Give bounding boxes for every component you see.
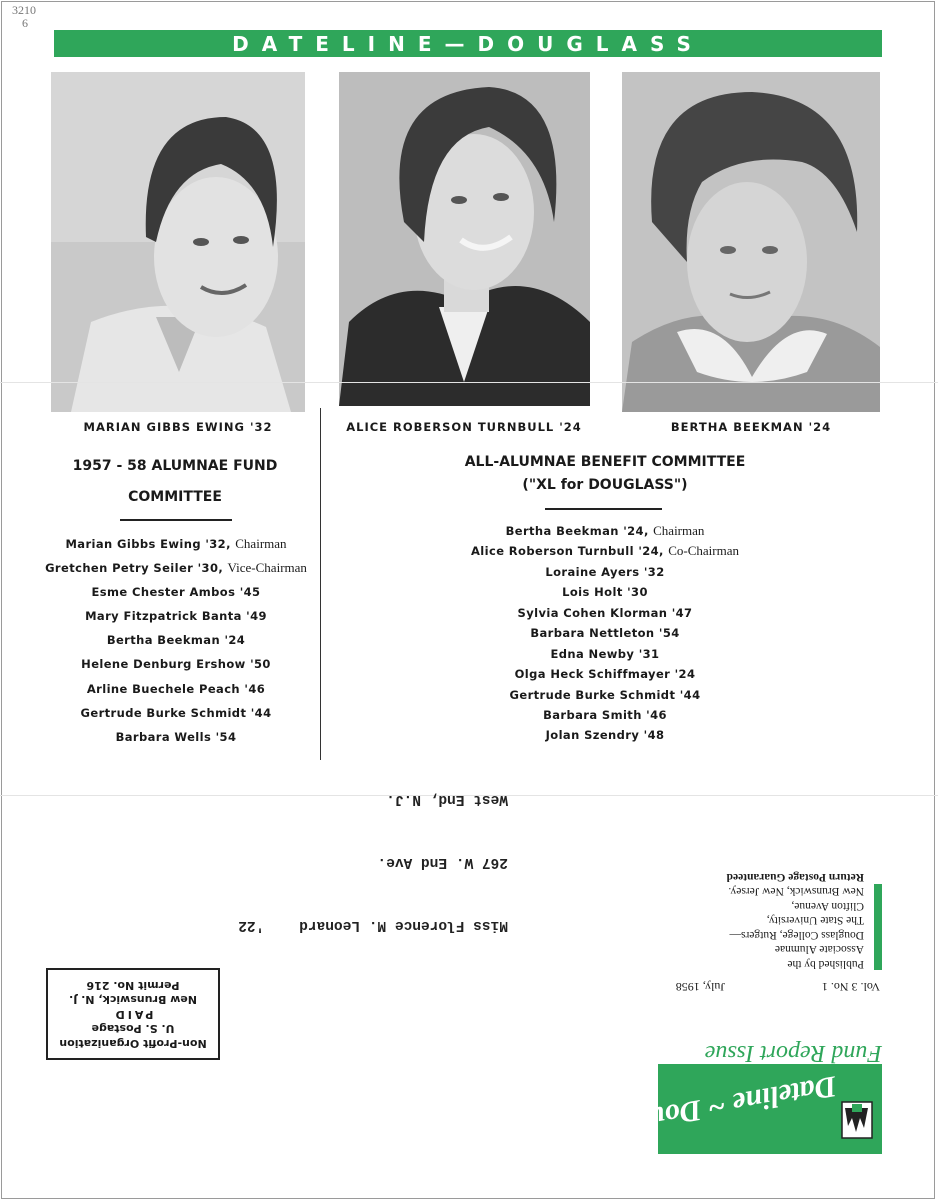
- list-item: Bertha Beekman '24, Chairman: [505, 523, 705, 538]
- publisher-line-5: Clifton Avenue,: [791, 900, 864, 912]
- list-item: Mary Fitzpatrick Banta '49: [85, 609, 267, 624]
- publisher-line-4: The State University,: [766, 914, 864, 927]
- publisher-line-3: Douglass College, Rutgers—: [729, 929, 864, 941]
- publisher-line-7: Return Postage Guaranteed: [726, 871, 864, 883]
- list-item: Jolan Szendry '48: [545, 728, 665, 743]
- list-item: Sylvia Cohen Klorman '47: [517, 605, 693, 620]
- list-item: Gertrude Burke Schmidt '44: [509, 687, 701, 702]
- list-item: Gretchen Petry Seiler '30, Vice-Chairman: [45, 560, 307, 576]
- benefit-committee-heading-line-2: ("XL for DOUGLASS"): [522, 477, 688, 493]
- dateline-douglass-logo: [585, 1064, 882, 1154]
- college-crest-icon: [840, 1098, 874, 1142]
- issue-title: Fund Report Issue: [704, 1040, 882, 1066]
- photo-caption-3: BERTHA BEEKMAN '24: [670, 420, 832, 434]
- fund-committee-heading-line-1: 1957 - 58 ALUMNAE FUND: [72, 458, 278, 474]
- list-item: Helene Denburg Ershow '50: [81, 657, 271, 672]
- list-item: Alice Roberson Turnbull '24, Co-Chairman: [471, 543, 739, 559]
- list-item: Barbara Nettleton '54: [530, 626, 680, 641]
- note-line-1: 3210: [12, 3, 36, 17]
- list-item: Esme Chester Ambos '45: [91, 585, 261, 600]
- list-item: Bertha Beekman '24: [106, 633, 246, 648]
- list-item: Lois Holt '30: [562, 585, 648, 600]
- photo-caption-2: ALICE ROBERSON TURNBULL '24: [346, 420, 582, 434]
- note-line-2: 6: [22, 16, 28, 30]
- publisher-line-1: Published by the: [787, 958, 864, 970]
- fund-committee-heading-line-2: COMMITTEE: [128, 489, 222, 505]
- mailing-address: [238, 746, 508, 977]
- list-item: Edna Newby '31: [550, 646, 660, 661]
- benefit-committee-heading-line-1: ALL-ALUMNAE BENEFIT COMMITTEE: [464, 454, 746, 470]
- logo-script-text: Dateline ~ Douglass: [585, 1069, 840, 1146]
- volume-number: Vol. 3 No. 1: [821, 980, 880, 994]
- photo-caption-1: MARIAN GIBBS EWING '32: [83, 420, 273, 434]
- list-item: Olga Heck Schiffmayer '24: [514, 667, 696, 682]
- publisher-line-6: New Brunswick, New Jersey.: [728, 885, 864, 898]
- list-item: Marian Gibbs Ewing '32, Chairman: [65, 536, 287, 551]
- postage-permit-box: [46, 968, 220, 1060]
- address-line-1: Miss Florence M. Leonard '22: [238, 917, 508, 933]
- postage-line-5: Permit No. 216: [86, 979, 180, 992]
- list-item: Loraine Ayers '32: [545, 564, 665, 579]
- address-line-2: 267 W. End Ave.: [377, 854, 508, 870]
- masthead-title: DATELINE—DOUGLASS: [232, 32, 704, 56]
- list-item: Gertrude Burke Schmidt '44: [80, 705, 272, 720]
- postage-line-2: U. S. Postage: [91, 1022, 175, 1036]
- postage-line-3: PAID: [112, 1008, 154, 1021]
- postage-line-1: Non-Profit Organization: [59, 1037, 207, 1050]
- address-line-3: West End, N.J.: [386, 791, 508, 807]
- list-item: Barbara Smith '46: [543, 707, 667, 722]
- list-item: Barbara Wells '54: [115, 729, 237, 744]
- publisher-line-2: Associate Alumnae: [774, 943, 864, 956]
- postage-line-4: New Brunswick, N. J.: [69, 993, 197, 1007]
- issue-date: July, 1958: [675, 980, 725, 994]
- list-item: Arline Buechele Peach '46: [86, 681, 266, 696]
